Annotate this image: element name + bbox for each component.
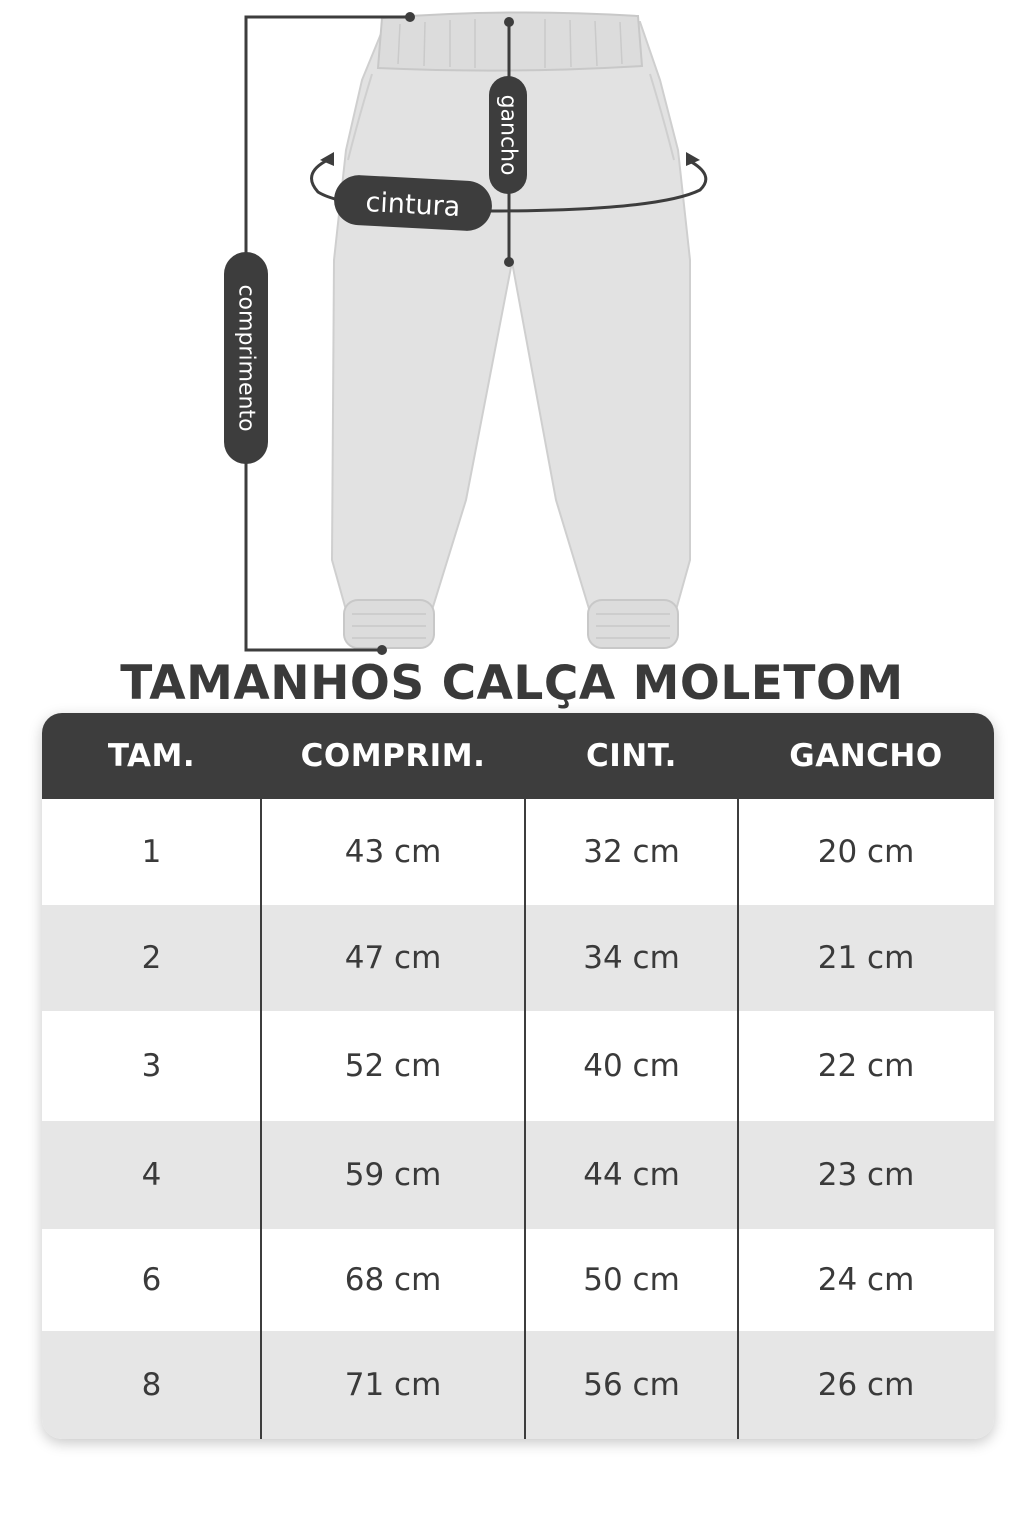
- cell-length: 59 cm: [344, 1157, 442, 1193]
- crotch-top-dot: [504, 17, 514, 27]
- cell-crotch: 21 cm: [817, 940, 915, 976]
- cell-waist: 56 cm: [583, 1367, 680, 1403]
- header-length: COMPRIM.: [300, 738, 486, 774]
- table-row: [42, 1229, 994, 1331]
- table-header: [42, 713, 994, 799]
- cell-size: 6: [141, 1262, 162, 1298]
- crotch-bottom-dot: [504, 257, 514, 267]
- header-crotch: GANCHO: [789, 738, 943, 774]
- cell-length: 47 cm: [344, 940, 442, 976]
- cell-crotch: 23 cm: [817, 1157, 915, 1193]
- cell-size: 1: [141, 834, 162, 870]
- header-size: TAM.: [107, 738, 196, 774]
- column-divider: [737, 713, 739, 1439]
- table-row: [42, 799, 994, 905]
- cell-length: 68 cm: [344, 1262, 442, 1298]
- cell-waist: 50 cm: [583, 1262, 680, 1298]
- cell-waist: 44 cm: [583, 1157, 680, 1193]
- cell-size: 2: [141, 940, 162, 976]
- length-top-dot: [405, 12, 415, 22]
- size-table: [42, 713, 994, 1439]
- cell-waist: 32 cm: [583, 834, 680, 870]
- crotch-label: gancho: [495, 94, 521, 176]
- cell-waist: 34 cm: [583, 940, 680, 976]
- column-divider: [260, 713, 262, 1439]
- cell-crotch: 22 cm: [817, 1048, 915, 1084]
- cell-size: 8: [141, 1367, 162, 1403]
- cell-length: 71 cm: [344, 1367, 442, 1403]
- table-row: [42, 1011, 994, 1121]
- cell-waist: 40 cm: [583, 1048, 680, 1084]
- cell-size: 4: [141, 1157, 162, 1193]
- waist-label: cintura: [364, 187, 462, 223]
- cell-length: 52 cm: [344, 1048, 442, 1084]
- cell-size: 3: [141, 1048, 162, 1084]
- table-row: [42, 905, 994, 1011]
- page-title: TAMANHOS CALÇA MOLETOM: [120, 656, 904, 711]
- length-label: comprimento: [233, 284, 259, 432]
- column-divider: [524, 713, 526, 1439]
- table-row: [42, 1331, 994, 1439]
- table-row: [42, 1121, 994, 1229]
- header-waist: CINT.: [586, 738, 677, 774]
- cell-length: 43 cm: [344, 834, 442, 870]
- cell-crotch: 20 cm: [817, 834, 915, 870]
- cell-crotch: 24 cm: [817, 1262, 915, 1298]
- pants-measurement-diagram: [0, 0, 1024, 660]
- cell-crotch: 26 cm: [817, 1367, 915, 1403]
